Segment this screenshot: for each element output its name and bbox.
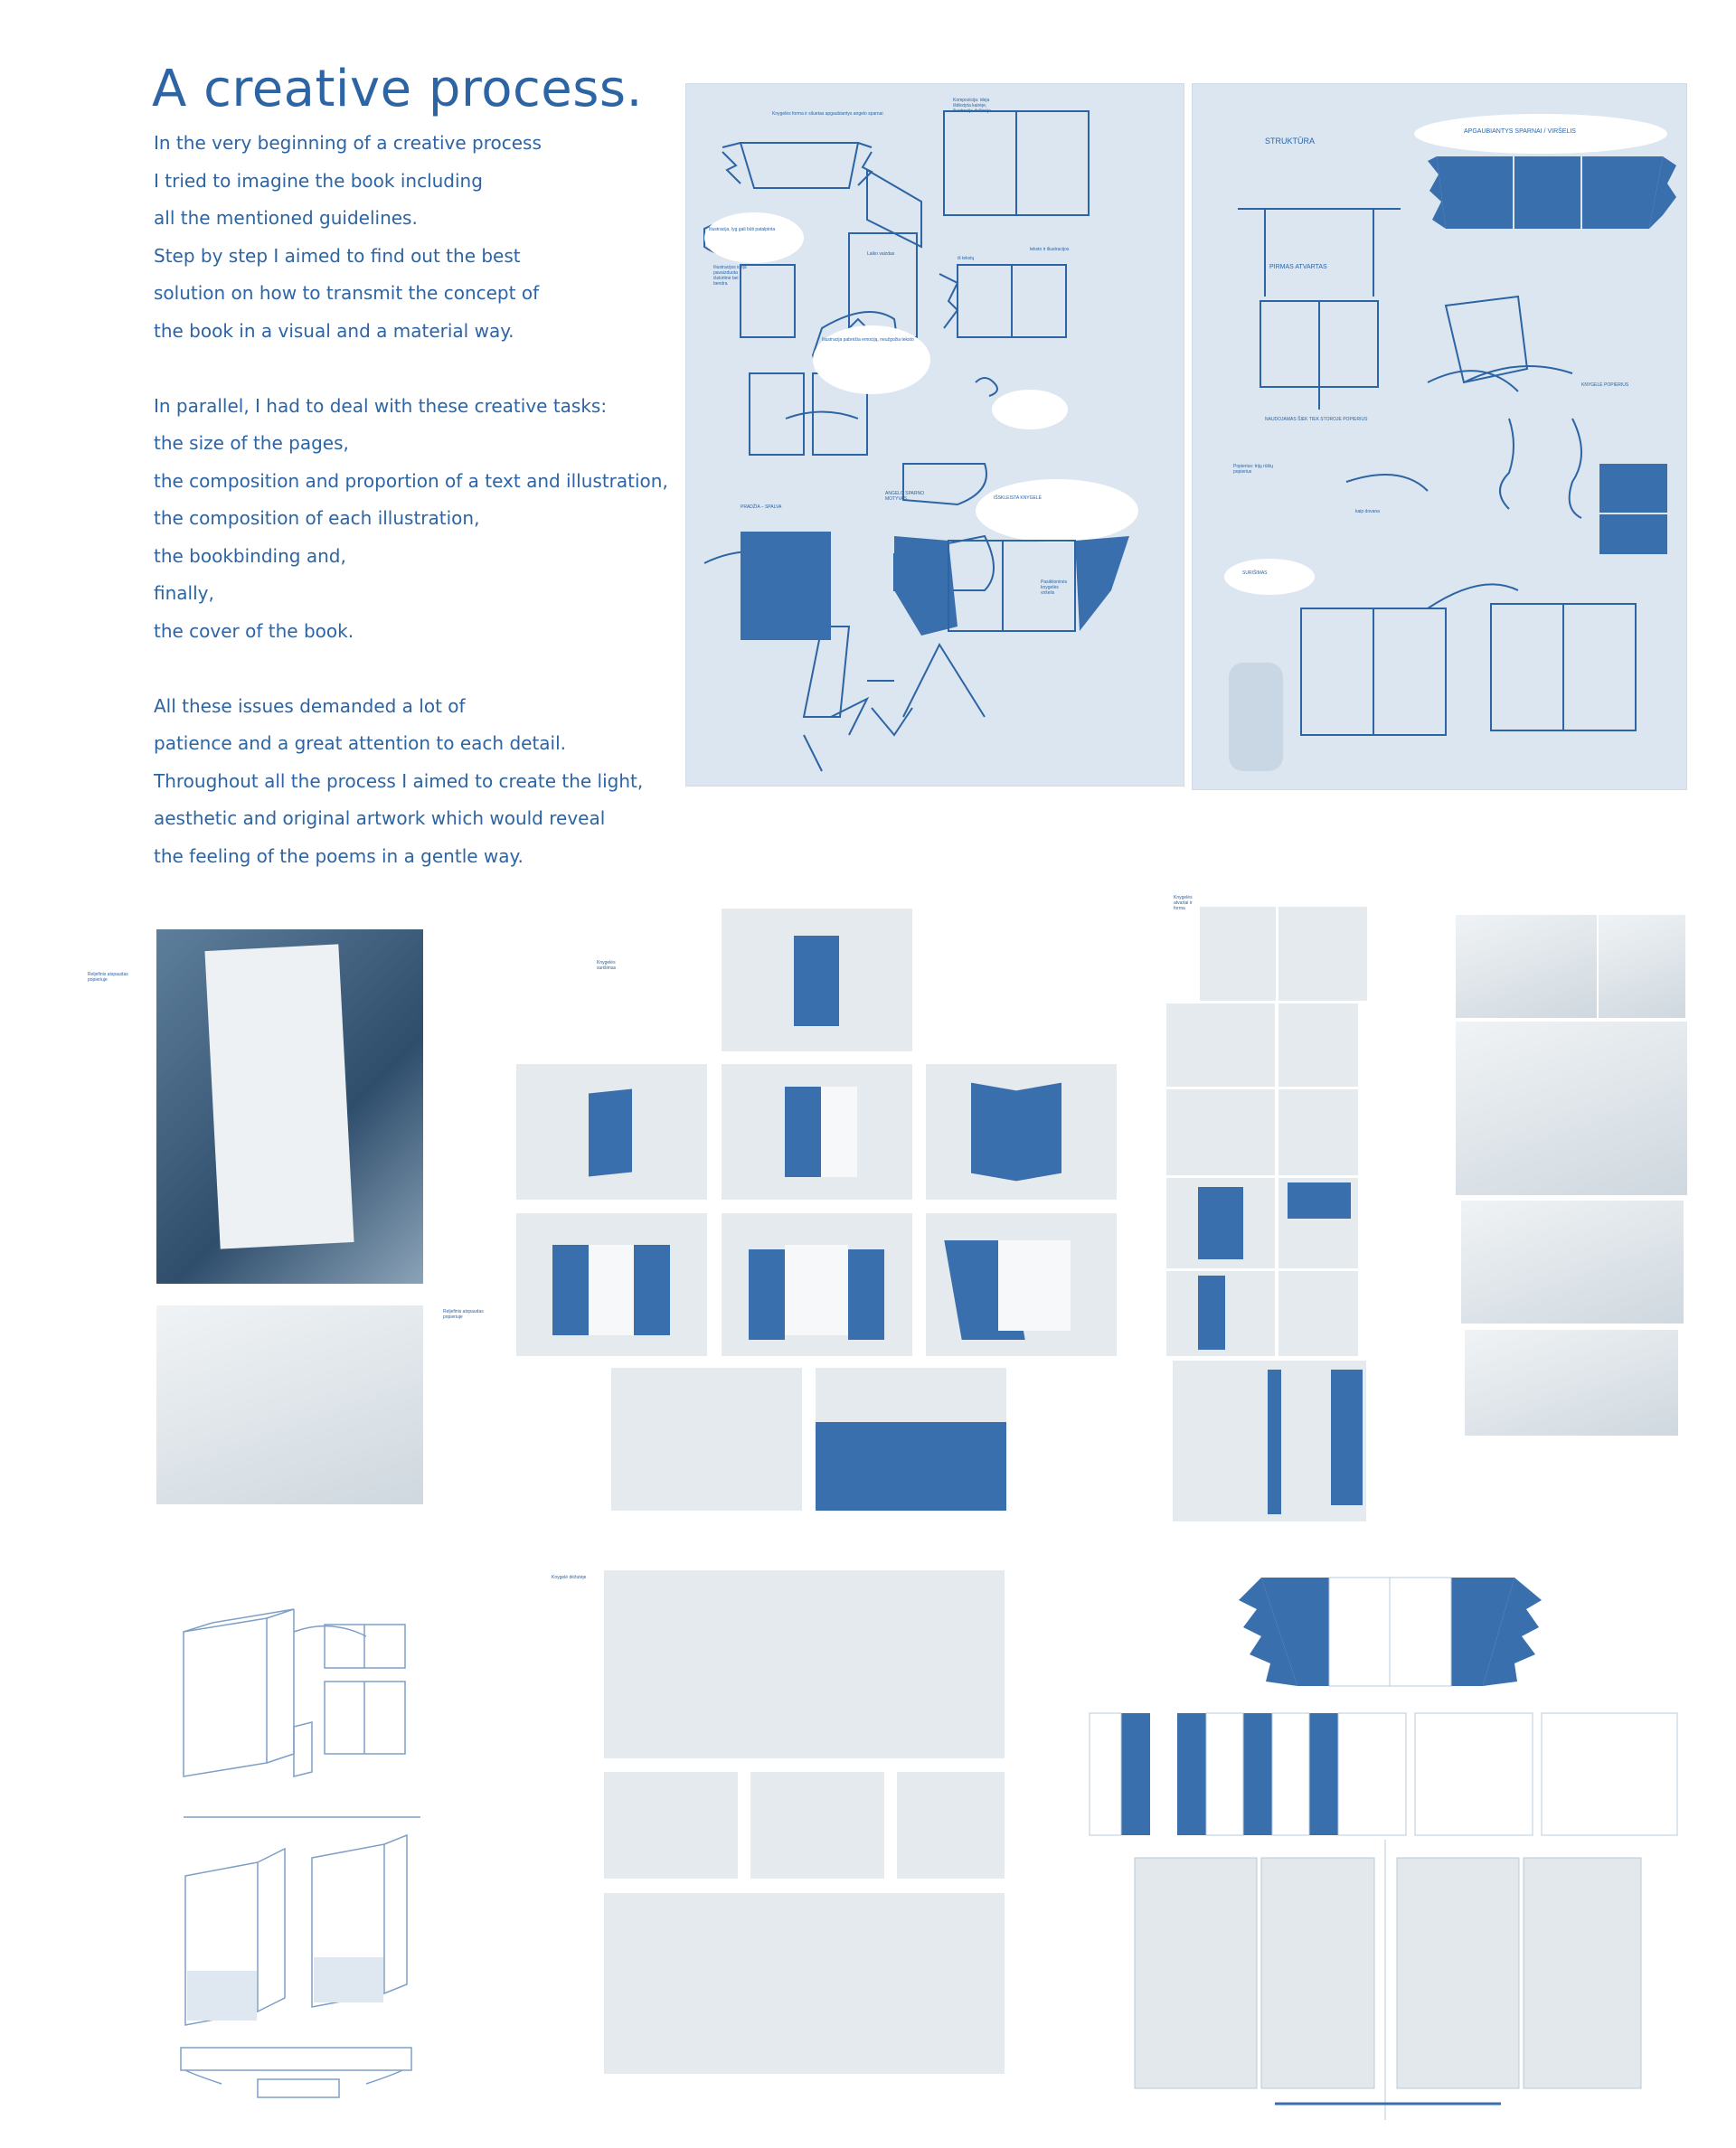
photo-spine-2 xyxy=(1278,907,1367,1001)
photo-collage-a xyxy=(1166,1003,1275,1087)
intro-text xyxy=(154,125,668,913)
intro-line: all the mentioned guidelines. xyxy=(154,207,418,229)
photo-relief-1 xyxy=(1456,915,1597,1018)
sketch-drawing-right xyxy=(1193,84,1686,789)
middle-note: Reljefinis atspaudas popieriuje xyxy=(88,972,128,983)
photo-relief-4 xyxy=(1461,1201,1684,1324)
photo-bookfold-c xyxy=(897,1772,1005,1879)
photo-thread-detail-1 xyxy=(611,1368,802,1511)
intro-line: In parallel, I had to deal with these creative tasks: xyxy=(154,394,608,417)
middle-note: Knygelės surišimas xyxy=(597,960,617,971)
photo-collage-f xyxy=(1278,1178,1358,1268)
photo-book-6 xyxy=(926,1213,1117,1356)
intro-line: In the very beginning of a creative process xyxy=(154,132,542,154)
sketch-note: Iliustracija pabrėžia emociją, neužgožia teksto xyxy=(822,337,914,343)
sketch-sheet-right xyxy=(1192,83,1687,790)
middle-note: Knygelės atvartai ir forma xyxy=(1174,895,1193,911)
photo-book-4 xyxy=(516,1213,707,1356)
photo-collage-h xyxy=(1278,1271,1358,1356)
photo-collage-d xyxy=(1278,1089,1358,1175)
sketch-note: ANGELO SPARNO MOTYVAS xyxy=(885,491,924,502)
sketch-note: iš tekstų xyxy=(958,256,975,261)
intro-line: the feeling of the poems in a gentle way. xyxy=(154,844,524,867)
intro-line: the size of the pages, xyxy=(154,432,349,454)
embossed-card xyxy=(204,944,354,1248)
photo-embossed-card-in-hand xyxy=(156,929,423,1284)
sketch-note: IŠSKLEISTA KNYGELĖ xyxy=(994,495,1042,501)
intro-line: Throughout all the process I aimed to create the light, xyxy=(154,769,644,792)
middle-note: Reljefinis atspaudas popieriuje xyxy=(443,1309,484,1320)
sketch-note: Iliustracija, lyg gali būti patalpinta xyxy=(709,227,776,232)
sketch-sheet-left xyxy=(685,83,1184,787)
photo-book-3 xyxy=(926,1064,1117,1200)
sketch-note: SURIŠIMAS xyxy=(1242,570,1268,576)
photo-thread-detail-2 xyxy=(816,1368,1006,1511)
photo-emboss-detail xyxy=(156,1305,423,1504)
photo-book-closed xyxy=(722,909,912,1051)
sketch-note: PIRMAS ATVARTAS xyxy=(1269,264,1327,270)
sketch-note: Laiko vaizdas xyxy=(867,251,895,257)
photo-bookfold-a xyxy=(604,1772,738,1879)
sketch-note: Pasiklioninės knygelės viršelis xyxy=(1041,579,1068,596)
intro-paragraph-1 xyxy=(154,125,660,350)
sketch-note: Kompozicija: ideja išdėstyta kairėje, iliustracija dešinėje xyxy=(953,98,991,114)
photo-collage-large xyxy=(1173,1361,1366,1522)
photo-bookfold-b xyxy=(750,1772,884,1879)
photo-book-2 xyxy=(722,1064,912,1200)
sketch-note: Iliustracijos ideja pavaizduota išskirtinė bei bendra xyxy=(713,265,747,287)
layout-diagram xyxy=(1085,1569,1682,2129)
intro-line: patience and a great attention to each detail. xyxy=(154,732,567,754)
intro-paragraph-3 xyxy=(154,688,660,876)
photo-book-1 xyxy=(516,1064,707,1200)
sketch-note: Knygelės forma ir siluetas apgaubiantys angelo sparnai xyxy=(772,111,883,117)
intro-line: the cover of the book. xyxy=(154,619,354,642)
intro-line: the bookbinding and, xyxy=(154,544,346,567)
photo-bookfold-open xyxy=(604,1893,1005,2074)
box-diagram-svg xyxy=(158,1569,429,2111)
sketch-note: APGAUBIANTYS SPARNAI / VIRŠELIS xyxy=(1464,128,1576,135)
sketch-note: KNYGELĖ POPIERIUS xyxy=(1581,382,1629,388)
photo-bookfold-large xyxy=(604,1570,1005,1758)
photo-book-5 xyxy=(722,1213,912,1356)
intro-line: aesthetic and original artwork which would reveal xyxy=(154,807,606,829)
sketch-note: STRUKTŪRA xyxy=(1265,137,1316,146)
intro-line: All these issues demanded a lot of xyxy=(154,694,466,717)
photo-collage-c xyxy=(1166,1089,1275,1175)
intro-paragraph-2 xyxy=(154,388,668,651)
sketch-drawing-left xyxy=(686,84,1184,786)
box-diagram-drawing xyxy=(158,1569,429,2111)
photo-relief-2 xyxy=(1599,915,1685,1018)
sketch-note: teksto ir iliustracijos xyxy=(1030,247,1070,252)
intro-line: solution on how to transmit the concept of xyxy=(154,282,540,304)
sketch-note: NAUDOJAMAS ŠIEK TIEK STOROJE POPIERIUS xyxy=(1265,417,1368,422)
bottom-note: Knygelė dėžutėje xyxy=(552,1575,587,1580)
intro-line: the composition of each illustration, xyxy=(154,507,480,529)
page-title: A creative process. xyxy=(152,60,643,118)
intro-line: the book in a visual and a material way. xyxy=(154,319,514,342)
intro-line: Step by step I aimed to find out the best xyxy=(154,244,521,267)
photo-relief-3 xyxy=(1456,1022,1687,1195)
sketch-note: kaip dovana xyxy=(1355,509,1380,514)
photo-collage-g xyxy=(1166,1271,1275,1356)
sketch-note: Popierius: trijų rūšių popierius xyxy=(1233,464,1273,475)
intro-line: finally, xyxy=(154,582,214,604)
photo-collage-b xyxy=(1278,1003,1358,1087)
layout-diagram-svg xyxy=(1085,1569,1682,2129)
photo-collage-e xyxy=(1166,1178,1275,1268)
photo-spine-1 xyxy=(1200,907,1276,1001)
sketch-note: PRADŽIA – SPALVA xyxy=(741,504,782,510)
intro-line: I tried to imagine the book including xyxy=(154,169,483,192)
intro-line: the composition and proportion of a text and illustration, xyxy=(154,469,668,492)
photo-relief-5 xyxy=(1465,1330,1678,1436)
